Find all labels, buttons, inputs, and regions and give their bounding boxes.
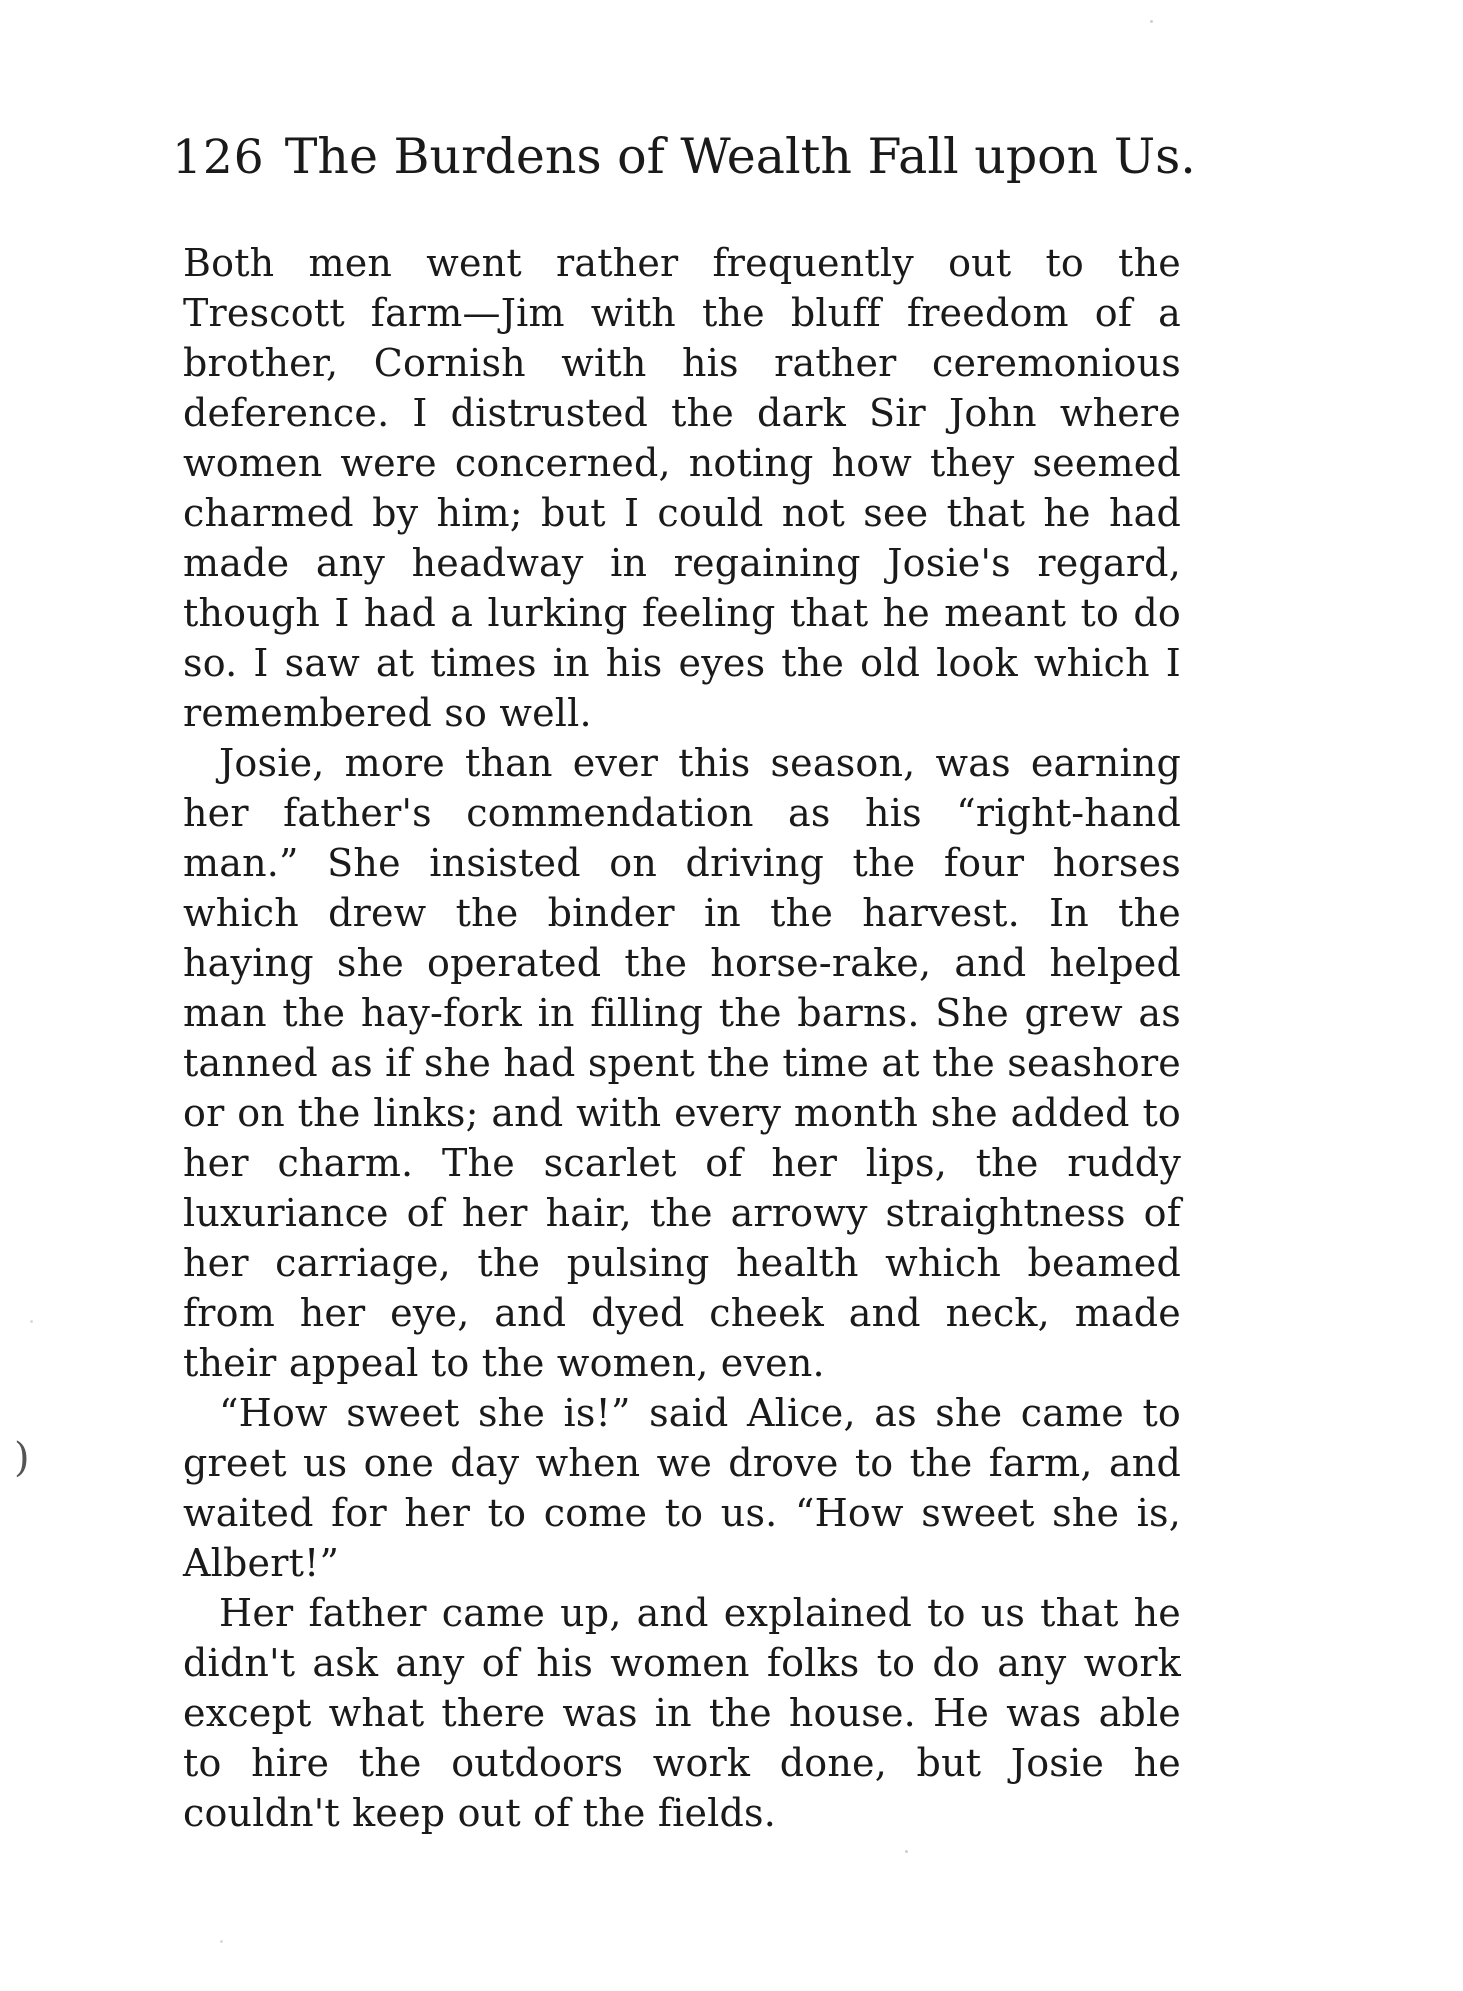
paragraph-2: Josie, more than ever this season, was earning her father's commendation as his “right-hand man.” She insisted on driving the four horses which drew the binder in the harvest. In the haying she operated the horse-rake, and helped man the hay-fork in filling the barns. She grew as tanned as if she had spent the time at the seashore or on the links; and with every month she added to her charm. The scarlet of her lips, the ruddy luxuriance of her hair, the arrowy straightness of her carriage, the pulsing health which beamed from her eye, and dyed cheek and neck, made their appeal to the women, even.: [183, 741, 1181, 1385]
body-text: [183, 238, 1181, 1838]
margin-mark: ): [14, 1435, 30, 1481]
page-header: [172, 128, 1196, 208]
running-title: The Burdens of Wealth Fall upon Us.: [284, 128, 1196, 185]
paragraph-3: “How sweet she is!” said Alice, as she came to greet us one day when we drove to the farm, and waited for her to come to us. “How sweet she is, Albert!”: [183, 1391, 1181, 1585]
scan-speck: [1150, 20, 1153, 23]
scan-speck: [905, 1850, 908, 1853]
scan-speck: [220, 1940, 223, 1943]
scan-speck: [30, 1320, 33, 1323]
page-number: 126: [172, 130, 265, 185]
paragraph-1: Both men went rather frequently out to the Trescott farm—Jim with the bluff freedom of a brother, Cornish with his rather ceremonious deference. I distrusted the dark Sir John where women were concerned, noting how they seemed charmed by him; but I could not see that he had made any headway in regaining Josie's regard, though I had a lurking feeling that he meant to do so. I saw at times in his eyes the old look which I remembered so well.: [183, 241, 1181, 735]
paragraph-4: Her father came up, and explained to us that he didn't ask any of his women folks to do any work except what there was in the house. He was able to hire the outdoors work done, but Josie he couldn't keep out of the fields.: [183, 1591, 1181, 1835]
